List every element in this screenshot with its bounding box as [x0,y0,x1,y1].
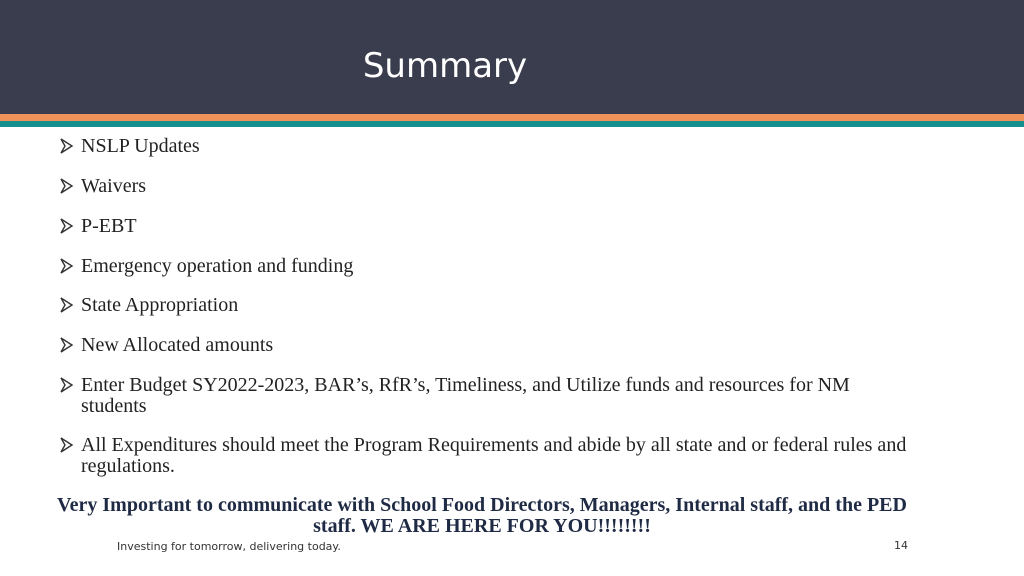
bullet-text: Emergency operation and funding [81,255,354,277]
bullet-text: State Appropriation [81,294,239,316]
arrow-bullet-icon [60,297,74,313]
accent-stripe-teal [0,121,1024,127]
bullet-item [60,295,920,316]
bullet-text: All Expenditures should meet the Program Requirements and abide by all state and or federal rules and regulations. [81,434,907,477]
bullet-item [60,176,920,197]
bullet-text: Waivers [81,175,147,197]
bullet-text: Enter Budget SY2022-2023, BAR’s, RfR’s, Timeliness, and Utilize funds and resources for NM students [81,374,850,417]
bullet-item [60,375,920,417]
page-number: 14 [894,539,908,552]
arrow-bullet-icon [60,218,74,234]
bullet-text: P-EBT [81,215,137,237]
arrow-bullet-icon [60,178,74,194]
bullet-item [60,335,920,356]
footer-tagline: Investing for tomorrow, delivering today. [117,540,341,553]
arrow-bullet-icon [60,138,74,154]
bullet-text: New Allocated amounts [81,334,274,356]
arrow-bullet-icon [60,437,74,453]
bullet-item [60,136,920,157]
bullet-text: NSLP Updates [81,135,200,157]
slide-title: Summary [362,46,528,86]
closing-message: Very Important to communicate with School Food Directors, Managers, Internal staff, and the PED staff. WE ARE HERE FOR YOU!!!!!!!! [57,494,907,537]
bullet-item [60,256,920,277]
arrow-bullet-icon [60,258,74,274]
accent-stripe-orange [0,114,1024,121]
arrow-bullet-icon [60,337,74,353]
bullet-item [60,435,920,477]
arrow-bullet-icon [60,377,74,393]
bullet-item [60,216,920,237]
